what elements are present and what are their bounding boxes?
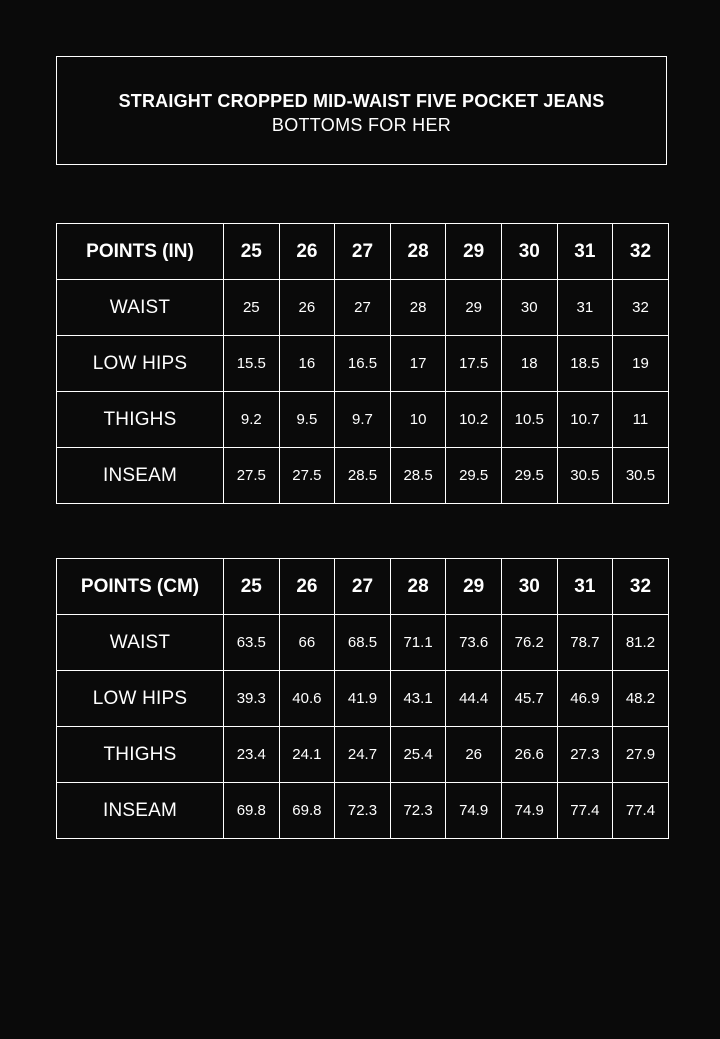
measurement-value: 72.3: [390, 783, 446, 839]
measurement-value: 68.5: [335, 615, 391, 671]
size-header-cell: 28: [390, 559, 446, 615]
product-title: STRAIGHT CROPPED MID-WAIST FIVE POCKET JEANS: [118, 91, 605, 111]
size-header-cell: 32: [613, 559, 669, 615]
measurement-value: 72.3: [335, 783, 391, 839]
measurement-value: 9.2: [224, 392, 280, 448]
table-header-row: [57, 224, 669, 280]
measurement-value: 17.5: [446, 336, 502, 392]
table-row: [57, 448, 669, 504]
measurement-value: 31: [557, 280, 613, 336]
measurement-value: 44.4: [446, 671, 502, 727]
size-header-cell: 30: [501, 224, 557, 280]
measurement-value: 66: [279, 615, 335, 671]
measurement-value: 26: [279, 280, 335, 336]
measurement-label: INSEAM: [57, 783, 224, 839]
measurement-value: 45.7: [501, 671, 557, 727]
measurement-label: WAIST: [57, 615, 224, 671]
measurement-value: 41.9: [335, 671, 391, 727]
measurement-value: 63.5: [224, 615, 280, 671]
size-table-inches: [56, 223, 669, 504]
measurement-value: 17: [390, 336, 446, 392]
measurement-value: 32: [613, 280, 669, 336]
measurement-value: 28.5: [390, 448, 446, 504]
measurement-value: 25.4: [390, 727, 446, 783]
measurement-value: 78.7: [557, 615, 613, 671]
points-header-cell: POINTS (CM): [57, 559, 224, 615]
title-box: [56, 56, 667, 165]
measurement-value: 69.8: [279, 783, 335, 839]
measurement-value: 77.4: [613, 783, 669, 839]
size-header-cell: 27: [335, 559, 391, 615]
measurement-value: 71.1: [390, 615, 446, 671]
measurement-value: 27.5: [279, 448, 335, 504]
product-category: BOTTOMS FOR HER: [271, 115, 452, 135]
measurement-value: 74.9: [501, 783, 557, 839]
measurement-value: 27.3: [557, 727, 613, 783]
measurement-label: LOW HIPS: [57, 336, 224, 392]
measurement-value: 48.2: [613, 671, 669, 727]
measurement-value: 18.5: [557, 336, 613, 392]
table-row: [57, 392, 669, 448]
measurement-value: 10: [390, 392, 446, 448]
measurement-value: 40.6: [279, 671, 335, 727]
table-header-row: [57, 559, 669, 615]
table-row: [57, 783, 669, 839]
table-row: [57, 336, 669, 392]
measurement-value: 69.8: [224, 783, 280, 839]
measurement-value: 23.4: [224, 727, 280, 783]
measurement-value: 16: [279, 336, 335, 392]
measurement-value: 27: [335, 280, 391, 336]
measurement-value: 73.6: [446, 615, 502, 671]
measurement-value: 28: [390, 280, 446, 336]
measurement-value: 9.7: [335, 392, 391, 448]
measurement-label: INSEAM: [57, 448, 224, 504]
size-header-cell: 32: [613, 224, 669, 280]
measurement-label: THIGHS: [57, 727, 224, 783]
measurement-value: 9.5: [279, 392, 335, 448]
size-header-cell: 28: [390, 224, 446, 280]
measurement-value: 10.2: [446, 392, 502, 448]
measurement-value: 10.5: [501, 392, 557, 448]
measurement-value: 81.2: [613, 615, 669, 671]
measurement-value: 24.1: [279, 727, 335, 783]
size-header-cell: 25: [224, 559, 280, 615]
measurement-value: 27.9: [613, 727, 669, 783]
size-header-cell: 30: [501, 559, 557, 615]
measurement-value: 24.7: [335, 727, 391, 783]
measurement-value: 77.4: [557, 783, 613, 839]
measurement-value: 76.2: [501, 615, 557, 671]
measurement-label: THIGHS: [57, 392, 224, 448]
measurement-value: 26.6: [501, 727, 557, 783]
table-row: [57, 727, 669, 783]
size-header-cell: 31: [557, 559, 613, 615]
measurement-value: 30.5: [557, 448, 613, 504]
measurement-value: 29.5: [501, 448, 557, 504]
size-header-cell: 31: [557, 224, 613, 280]
measurement-value: 28.5: [335, 448, 391, 504]
measurement-value: 15.5: [224, 336, 280, 392]
measurement-value: 26: [446, 727, 502, 783]
size-header-cell: 27: [335, 224, 391, 280]
measurement-value: 18: [501, 336, 557, 392]
size-header-cell: 25: [224, 224, 280, 280]
measurement-value: 16.5: [335, 336, 391, 392]
size-header-cell: 29: [446, 224, 502, 280]
measurement-value: 25: [224, 280, 280, 336]
size-header-cell: 26: [279, 559, 335, 615]
measurement-value: 27.5: [224, 448, 280, 504]
measurement-value: 29.5: [446, 448, 502, 504]
measurement-value: 10.7: [557, 392, 613, 448]
measurement-value: 29: [446, 280, 502, 336]
size-header-cell: 26: [279, 224, 335, 280]
size-header-cell: 29: [446, 559, 502, 615]
measurement-value: 30.5: [613, 448, 669, 504]
table-row: [57, 615, 669, 671]
table-row: [57, 280, 669, 336]
measurement-value: 46.9: [557, 671, 613, 727]
measurement-label: WAIST: [57, 280, 224, 336]
measurement-label: LOW HIPS: [57, 671, 224, 727]
table-row: [57, 671, 669, 727]
measurement-value: 43.1: [390, 671, 446, 727]
measurement-value: 30: [501, 280, 557, 336]
measurement-value: 11: [613, 392, 669, 448]
points-header-cell: POINTS (IN): [57, 224, 224, 280]
measurement-value: 74.9: [446, 783, 502, 839]
size-table-centimeters: [56, 558, 669, 839]
measurement-value: 39.3: [224, 671, 280, 727]
measurement-value: 19: [613, 336, 669, 392]
